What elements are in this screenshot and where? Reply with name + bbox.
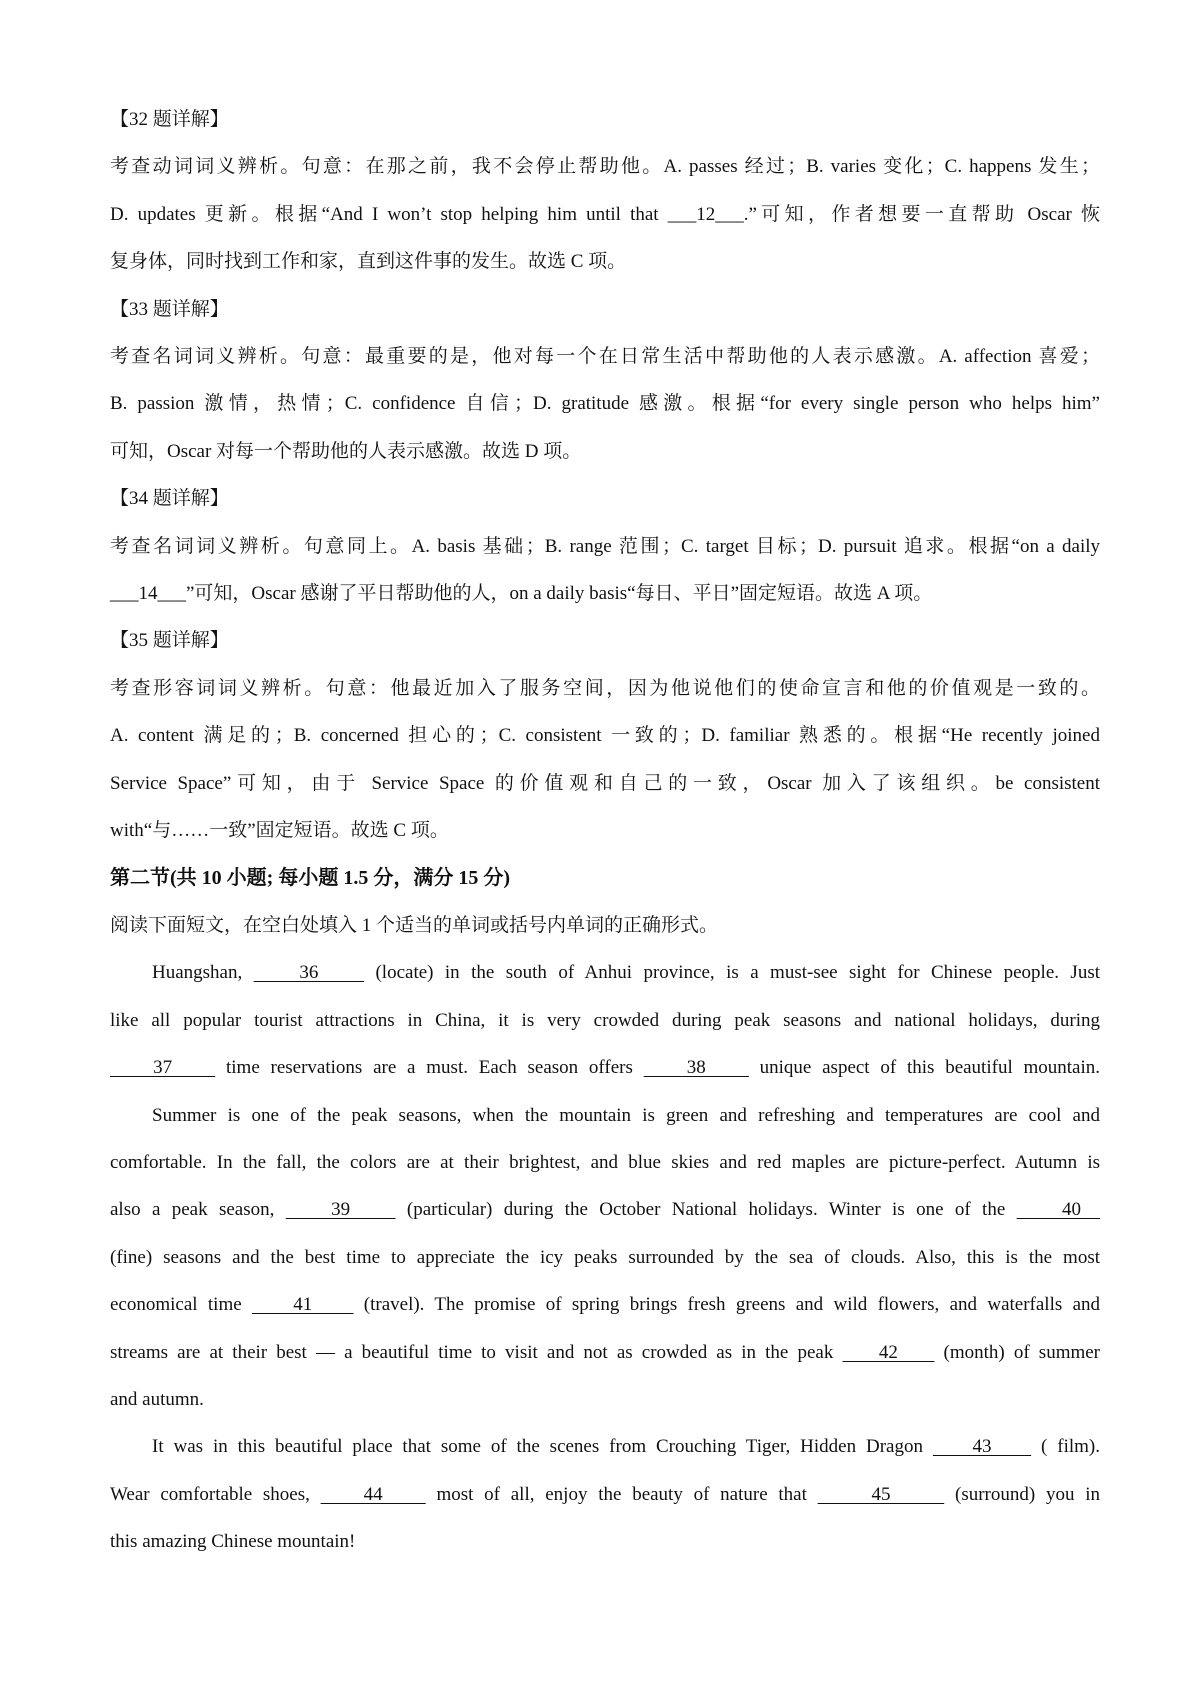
- blank-40: 40: [1016, 1199, 1101, 1221]
- explanation-line: 考查名词词义辨析。句意：最重要的是，他对每一个在日常生活中帮助他的人表示感激。A. affection 喜爱；: [110, 346, 1100, 368]
- blank-42: 42: [842, 1341, 935, 1363]
- blank-37: 37: [110, 1057, 216, 1079]
- section-two-instruction: 阅读下面短文，在空白处填入 1 个适当的单词或括号内单词的正确形式。: [110, 914, 719, 936]
- question-label: 【35 题详解】: [110, 630, 229, 652]
- explanation-line: 考查形容词词义辨析。句意：他最近加入了服务空间，因为他说他们的使命宣言和他的价值观是一致的。: [110, 677, 1100, 699]
- passage-line: economical time 41 (travel). The promise of spring brings fresh greens and wild flowers, and waterfalls and: [110, 1294, 1100, 1316]
- blank-45: 45: [817, 1483, 945, 1505]
- section-two-heading: 第二节(共 10 小题; 每小题 1.5 分，满分 15 分): [110, 866, 510, 889]
- blank-44: 44: [320, 1483, 426, 1505]
- passage-line: this amazing Chinese mountain!: [110, 1531, 356, 1553]
- passage: [110, 949, 1100, 1565]
- explanation-line: with“与……一致”固定短语。故选 C 项。: [110, 820, 449, 842]
- question-label: 【33 题详解】: [110, 298, 229, 320]
- question-label: 【34 题详解】: [110, 488, 229, 510]
- passage-line: comfortable. In the fall, the colors are at their brightest, and blue skies and red maples are picture-perfect. Autumn is: [110, 1151, 1100, 1173]
- explanation-line: 考查名词词义辨析。句意同上。A. basis 基础；B. range 范围；C. target 目标；D. pursuit 追求。根据“on a daily: [110, 535, 1100, 557]
- blank-38: 38: [643, 1057, 749, 1079]
- blank-43: 43: [932, 1436, 1032, 1458]
- explanation-line: ___14___”可知，Oscar 感谢了平日帮助他的人，on a daily basis“每日、平日”固定短语。故选 A 项。: [110, 583, 933, 605]
- explanation-line: Service Space”可知，由于 Service Space 的价值观和自己的一致，Oscar 加入了该组织。be consistent: [110, 772, 1100, 794]
- passage-line: also a peak season, 39 (particular) during the October National holidays. Winter is one of the 40: [110, 1199, 1101, 1221]
- explanation-line: A. content 满足的；B. concerned 担心的；C. consistent 一致的；D. familiar 熟悉的。根据“He recently joined: [110, 725, 1100, 747]
- passage-line: It was in this beautiful place that some of the scenes from Crouching Tiger, Hidden Dragon 43 ( film).: [152, 1436, 1101, 1458]
- passage-line: Huangshan, 36 (locate) in the south of Anhui province, is a must-see sight for Chinese people. Just: [152, 962, 1100, 984]
- explanation-line: 可知，Oscar 对每一个帮助他的人表示感激。故选 D 项。: [110, 440, 582, 462]
- explanation-line: B. passion 激情，热情；C. confidence 自信；D. gratitude 感激。根据“for every single person who helps him”: [110, 393, 1100, 415]
- explanation-line: 考查动词词义辨析。句意：在那之前，我不会停止帮助他。A. passes 经过；B. varies 变化；C. happens 发生；: [110, 156, 1100, 178]
- passage-line: like all popular tourist attractions in China, it is very crowded during peak seasons and national holidays, during: [110, 1009, 1100, 1031]
- passage-line: 37 time reservations are a must. Each season offers 38 unique aspect of this beautiful mountain.: [110, 1057, 1101, 1079]
- passage-line: streams are at their best — a beautiful time to visit and not as crowded as in the peak 42 (month) of summer: [110, 1341, 1101, 1363]
- passage-line: Wear comfortable shoes, 44 most of all, enjoy the beauty of nature that 45 (surround) you in: [110, 1483, 1100, 1505]
- blank-41: 41: [251, 1294, 354, 1316]
- explanations-section: [110, 96, 1100, 855]
- blank-36: 36: [253, 962, 365, 984]
- question-label: 【32 题详解】: [110, 109, 229, 130]
- blank-39: 39: [285, 1199, 396, 1221]
- passage-line: (fine) seasons and the best time to appreciate the icy peaks surrounded by the sea of clouds. Also, this is the most: [110, 1246, 1100, 1268]
- explanation-line: D. updates 更新。根据“And I won’t stop helping him until that ___12___.”可知，作者想要一直帮助 Oscar 恢: [110, 203, 1100, 225]
- passage-line: and autumn.: [110, 1388, 204, 1410]
- passage-line: Summer is one of the peak seasons, when the mountain is green and refreshing and temperatures are cool and: [152, 1104, 1100, 1126]
- explanation-line: 复身体，同时找到工作和家，直到这件事的发生。故选 C 项。: [110, 251, 627, 273]
- page-content: [110, 96, 1100, 1566]
